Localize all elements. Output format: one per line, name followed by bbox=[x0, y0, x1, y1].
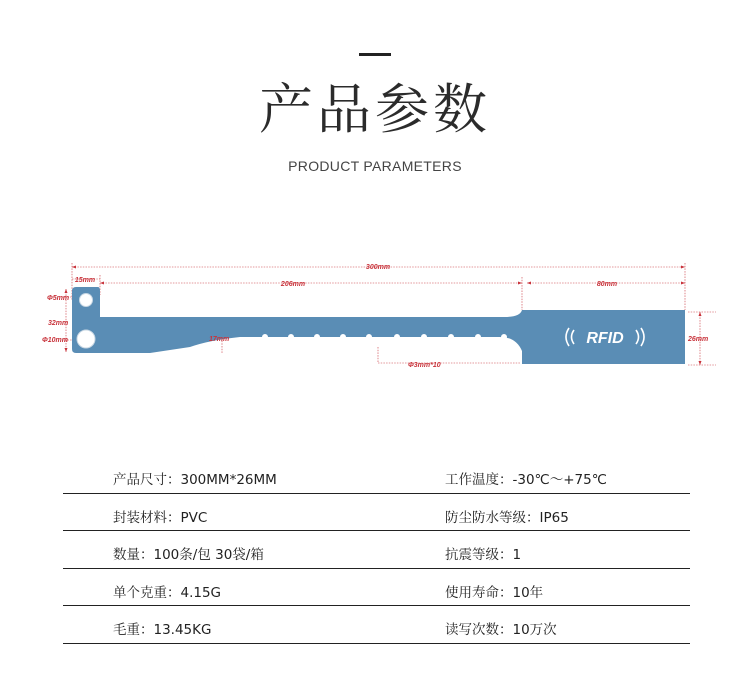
param-shock-level: 抗震等级：1 bbox=[445, 547, 522, 563]
table-row bbox=[63, 456, 690, 494]
dim-tail-width: 32mm bbox=[48, 320, 69, 327]
param-gross-weight: 毛重：13.45KG bbox=[113, 622, 212, 638]
param-rw-cycles: 读写次数：10万次 bbox=[445, 622, 557, 638]
title-dash-decoration bbox=[359, 53, 391, 56]
dim-strap-length: 206mm bbox=[280, 281, 306, 288]
dim-tail-length: 15mm bbox=[74, 277, 96, 284]
large-hole bbox=[77, 330, 95, 348]
dim-total-length: 300mm bbox=[365, 264, 391, 271]
table-row bbox=[63, 531, 690, 569]
param-material: 封装材料：PVC bbox=[113, 509, 208, 526]
dim-small-hole: Φ5mm bbox=[47, 295, 70, 302]
dim-head-width: 26mm bbox=[688, 336, 709, 343]
param-size: 产品尺寸：300MM*26MM bbox=[113, 472, 277, 488]
wristband-drawing bbox=[0, 255, 750, 380]
page-title: 产品参数 bbox=[259, 78, 491, 141]
table-row bbox=[63, 494, 690, 532]
small-hole bbox=[80, 294, 93, 307]
dim-holes: Φ3mm*10 bbox=[408, 362, 441, 369]
param-ip-rating: 防尘防水等级：IP65 bbox=[445, 509, 569, 526]
param-lifespan: 使用寿命：10年 bbox=[445, 584, 544, 601]
table-row bbox=[63, 569, 690, 607]
wristband-body bbox=[72, 287, 685, 364]
table-row bbox=[63, 606, 690, 644]
parameters-table bbox=[63, 456, 690, 644]
param-unit-weight: 单个克重：4.15G bbox=[113, 584, 222, 601]
param-temperature: 工作温度：-30℃～+75℃ bbox=[445, 472, 607, 488]
page-subtitle: PRODUCT PARAMETERS bbox=[288, 158, 462, 174]
dim-head-length: 80mm bbox=[596, 281, 618, 288]
param-quantity: 数量：100条/包 30袋/箱 bbox=[113, 547, 264, 563]
rfid-logo-text: RFID bbox=[586, 330, 624, 347]
dim-large-hole: Φ10mm bbox=[42, 337, 68, 344]
dim-strap-width: 17mm bbox=[209, 336, 230, 343]
